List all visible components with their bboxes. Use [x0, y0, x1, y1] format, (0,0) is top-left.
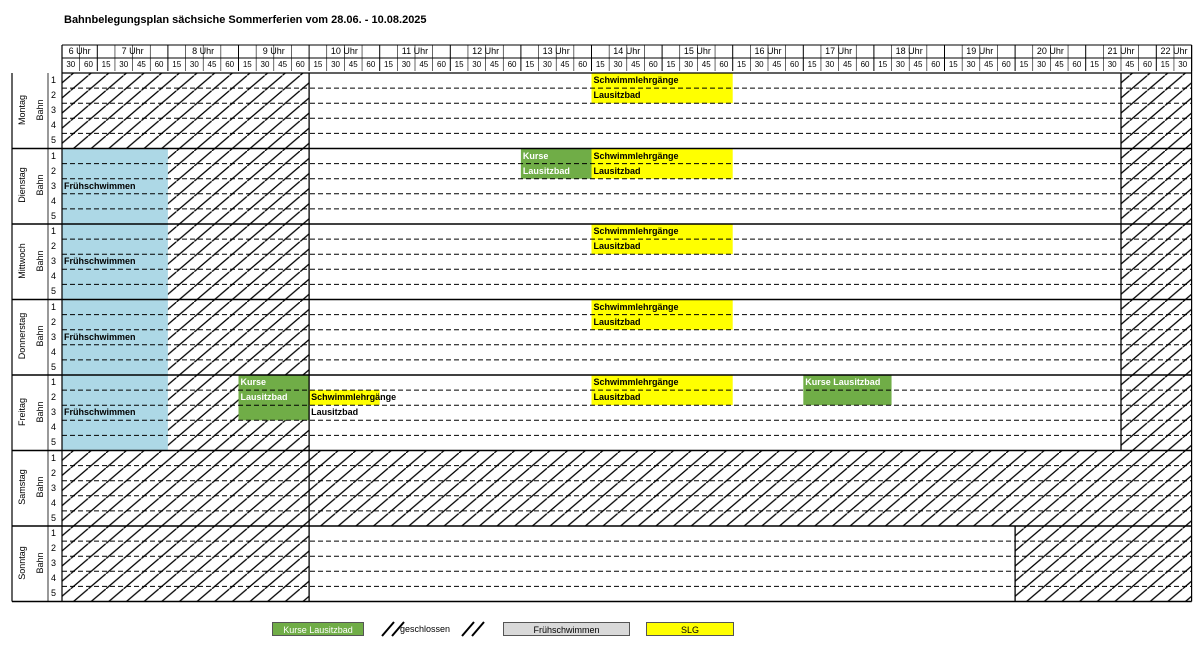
- minute-header: 60: [225, 60, 235, 69]
- minute-header: 30: [1107, 60, 1117, 69]
- day-label: Dienstag: [17, 167, 27, 204]
- minute-header: 45: [348, 60, 358, 69]
- minute-header: 45: [631, 60, 641, 69]
- minute-header: 45: [136, 60, 146, 69]
- minute-header: 60: [790, 60, 799, 69]
- minute-header: 15: [242, 60, 252, 69]
- lane-number: 5: [51, 286, 57, 297]
- minute-header: 15: [1019, 60, 1029, 69]
- lane-number: 4: [51, 497, 57, 508]
- minute-header: 30: [754, 60, 764, 69]
- closed-hatch-region: [62, 451, 309, 527]
- minute-header: 60: [860, 60, 870, 69]
- slg-label: Schwimmlehrgänge: [593, 150, 679, 161]
- minute-header: 60: [931, 60, 941, 69]
- minute-header: 15: [384, 60, 393, 69]
- closed-hatch-region: [1121, 300, 1192, 376]
- minute-header: 60: [154, 60, 164, 69]
- minute-header: 30: [895, 60, 905, 69]
- lane-number: 4: [51, 271, 57, 282]
- lane-number: 5: [51, 210, 57, 221]
- closed-hatch-region: [309, 451, 1192, 527]
- minute-header: 30: [613, 60, 623, 69]
- bahn-label: Bahn: [35, 325, 45, 347]
- lane-number: 5: [51, 361, 57, 372]
- lane-number: 2: [51, 392, 57, 403]
- minute-header: 60: [1072, 60, 1082, 69]
- minute-header: 45: [560, 60, 570, 69]
- lane-number: 4: [51, 573, 57, 584]
- closed-hatch-region: [1121, 224, 1192, 300]
- lane-number: 2: [51, 316, 57, 327]
- lane-number: 2: [51, 90, 57, 101]
- minute-header: 15: [948, 60, 958, 69]
- lane-number: 1: [51, 150, 57, 161]
- kurse-label: Kurse Lausitzbad: [805, 377, 881, 387]
- slg-label: Lausitzbad: [593, 392, 641, 403]
- minute-header: 30: [684, 60, 694, 69]
- slg-label: Schwimmlehrgänge: [593, 301, 679, 312]
- page-title: Bahnbelegungsplan sächsiche Sommerferien vom 28.06. - 10.08.2025: [64, 14, 427, 26]
- minute-header: 15: [1160, 60, 1170, 69]
- legend-slg: SLG: [646, 622, 734, 636]
- kurse-label: Kurse: [522, 150, 549, 161]
- lane-number: 1: [51, 226, 57, 236]
- minute-header: 45: [278, 60, 288, 69]
- lane-number: 2: [51, 241, 57, 252]
- slg-label: Schwimmlehrgänge: [593, 226, 679, 236]
- hour-header: 20 Uhr: [1036, 46, 1064, 56]
- minute-header: 30: [401, 60, 411, 69]
- slg-label: Schwimmlehrgänge: [311, 392, 397, 403]
- lane-number: 1: [51, 528, 57, 538]
- slg-label: Lausitzbad: [593, 241, 641, 252]
- kurse-label: Kurse: [240, 377, 267, 387]
- closed-hatch-region: [62, 73, 309, 149]
- minute-header: 60: [1143, 60, 1152, 69]
- minute-header: 60: [366, 60, 376, 69]
- hour-header: 16 Uhr: [754, 46, 782, 56]
- minute-header: 15: [878, 60, 888, 69]
- minute-header: 15: [101, 60, 111, 69]
- minute-header: 15: [1090, 60, 1099, 69]
- lane-number: 4: [51, 195, 57, 206]
- minute-header: 15: [737, 60, 746, 69]
- minute-header: 15: [666, 60, 676, 69]
- legend-kurse: Kurse Lausitzbad: [272, 622, 364, 636]
- minute-header: 60: [648, 60, 658, 69]
- day-label: Samstag: [17, 469, 27, 506]
- minute-header: 30: [331, 60, 341, 69]
- minute-header: 30: [260, 60, 270, 69]
- lane-number: 1: [51, 452, 57, 463]
- lane-number: 1: [51, 377, 57, 387]
- bahn-label: Bahn: [35, 552, 45, 574]
- slg-label: Lausitzbad: [593, 90, 641, 101]
- lane-number: 4: [51, 346, 57, 357]
- minute-header: 60: [84, 60, 93, 69]
- lane-number: 3: [51, 105, 57, 116]
- bahn-label: Bahn: [35, 174, 45, 196]
- kurse-label: Lausitzbad: [522, 165, 570, 176]
- minute-header: 60: [437, 60, 446, 69]
- legend-fruehschwimmen: Frühschwimmen: [503, 622, 630, 636]
- hour-header: 10 Uhr: [330, 46, 358, 56]
- bahn-label: Bahn: [35, 250, 45, 272]
- hour-header: 18 Uhr: [895, 46, 923, 56]
- closed-hatch-region: [1121, 149, 1192, 225]
- lane-number: 3: [51, 482, 57, 493]
- minute-header: 15: [313, 60, 323, 69]
- minute-header: 45: [1054, 60, 1064, 69]
- minute-header: 45: [842, 60, 852, 69]
- slg-label: Schwimmlehrgänge: [593, 75, 679, 85]
- minute-header: 60: [719, 60, 729, 69]
- minute-header: 60: [295, 60, 305, 69]
- minute-header: 30: [542, 60, 552, 69]
- minute-header: 60: [1001, 60, 1011, 69]
- slg-label: Lausitzbad: [593, 316, 641, 327]
- bahn-label: Bahn: [35, 401, 45, 423]
- lane-number: 3: [51, 407, 57, 418]
- hour-header: 22 Uhr: [1160, 46, 1188, 56]
- minute-header: 30: [1178, 60, 1188, 69]
- slg-label: Lausitzbad: [311, 407, 359, 418]
- hour-header: 19 Uhr: [966, 46, 994, 56]
- bahn-label: Bahn: [35, 99, 45, 121]
- lane-number: 3: [51, 256, 57, 267]
- lane-number: 3: [51, 558, 57, 569]
- legend-geschlossen: geschlossen: [400, 624, 451, 634]
- kurse-label: Lausitzbad: [240, 392, 288, 403]
- lane-number: 5: [51, 135, 57, 146]
- fruehschwimmen-label: Frühschwimmen: [64, 256, 136, 267]
- closed-hatch-region: [1121, 375, 1192, 451]
- lane-number: 4: [51, 422, 57, 433]
- minute-header: 15: [807, 60, 817, 69]
- minute-header: 45: [772, 60, 782, 69]
- fruehschwimmen-label: Frühschwimmen: [64, 331, 136, 342]
- minute-header: 30: [1037, 60, 1047, 69]
- slg-label: Schwimmlehrgänge: [593, 377, 679, 387]
- hour-header: 11 Uhr: [401, 46, 429, 56]
- lane-number: 5: [51, 437, 57, 448]
- day-label: Freitag: [17, 397, 27, 426]
- lane-number: 3: [51, 180, 57, 191]
- fruehschwimmen-label: Frühschwimmen: [64, 180, 136, 191]
- lane-number: 2: [51, 543, 57, 554]
- minute-header: 15: [454, 60, 464, 69]
- lane-number: 4: [51, 120, 57, 131]
- lane-number: 1: [51, 301, 57, 312]
- day-label: Sonntag: [17, 545, 27, 580]
- minute-header: 30: [119, 60, 129, 69]
- closed-hatch-region: [62, 526, 309, 602]
- hour-header: 21 Uhr: [1107, 46, 1135, 56]
- day-label: Montag: [17, 94, 27, 125]
- minute-header: 45: [913, 60, 923, 69]
- lane-number: 2: [51, 165, 57, 176]
- minute-header: 30: [472, 60, 482, 69]
- minute-header: 45: [207, 60, 217, 69]
- minute-header: 15: [595, 60, 605, 69]
- lane-number: 3: [51, 331, 57, 342]
- hour-header: 9 Uhr: [262, 46, 285, 56]
- lane-number: 5: [51, 512, 57, 523]
- minute-header: 45: [489, 60, 499, 69]
- hour-header: 14 Uhr: [613, 46, 641, 56]
- day-label: Donnerstag: [17, 312, 27, 360]
- slg-label: Lausitzbad: [593, 165, 641, 176]
- minute-header: 45: [701, 60, 711, 69]
- hour-header: 15 Uhr: [683, 46, 711, 56]
- minute-header: 15: [172, 60, 182, 69]
- minute-header: 30: [189, 60, 199, 69]
- minute-header: 45: [419, 60, 429, 69]
- minute-header: 45: [1125, 60, 1135, 69]
- lane-number: 5: [51, 588, 57, 599]
- minute-header: 60: [507, 60, 517, 69]
- minute-header: 30: [825, 60, 835, 69]
- day-label: Mittwoch: [17, 243, 27, 279]
- minute-header: 30: [66, 60, 76, 69]
- hour-header: 8 Uhr: [192, 46, 215, 56]
- minute-header: 60: [578, 60, 588, 69]
- bahn-label: Bahn: [35, 476, 45, 498]
- minute-header: 45: [984, 60, 994, 69]
- hour-header: 6 Uhr: [68, 46, 91, 56]
- fruehschwimmen-label: Frühschwimmen: [64, 407, 136, 418]
- hour-header: 17 Uhr: [825, 46, 853, 56]
- hour-header: 7 Uhr: [121, 46, 144, 56]
- closed-hatch-region: [1015, 526, 1192, 602]
- hour-header: 13 Uhr: [542, 46, 570, 56]
- lane-number: 1: [51, 75, 57, 85]
- lane-number: 2: [51, 467, 57, 478]
- hour-header: 12 Uhr: [472, 46, 500, 56]
- minute-header: 30: [966, 60, 976, 69]
- closed-hatch-region: [1121, 73, 1192, 149]
- minute-header: 15: [525, 60, 535, 69]
